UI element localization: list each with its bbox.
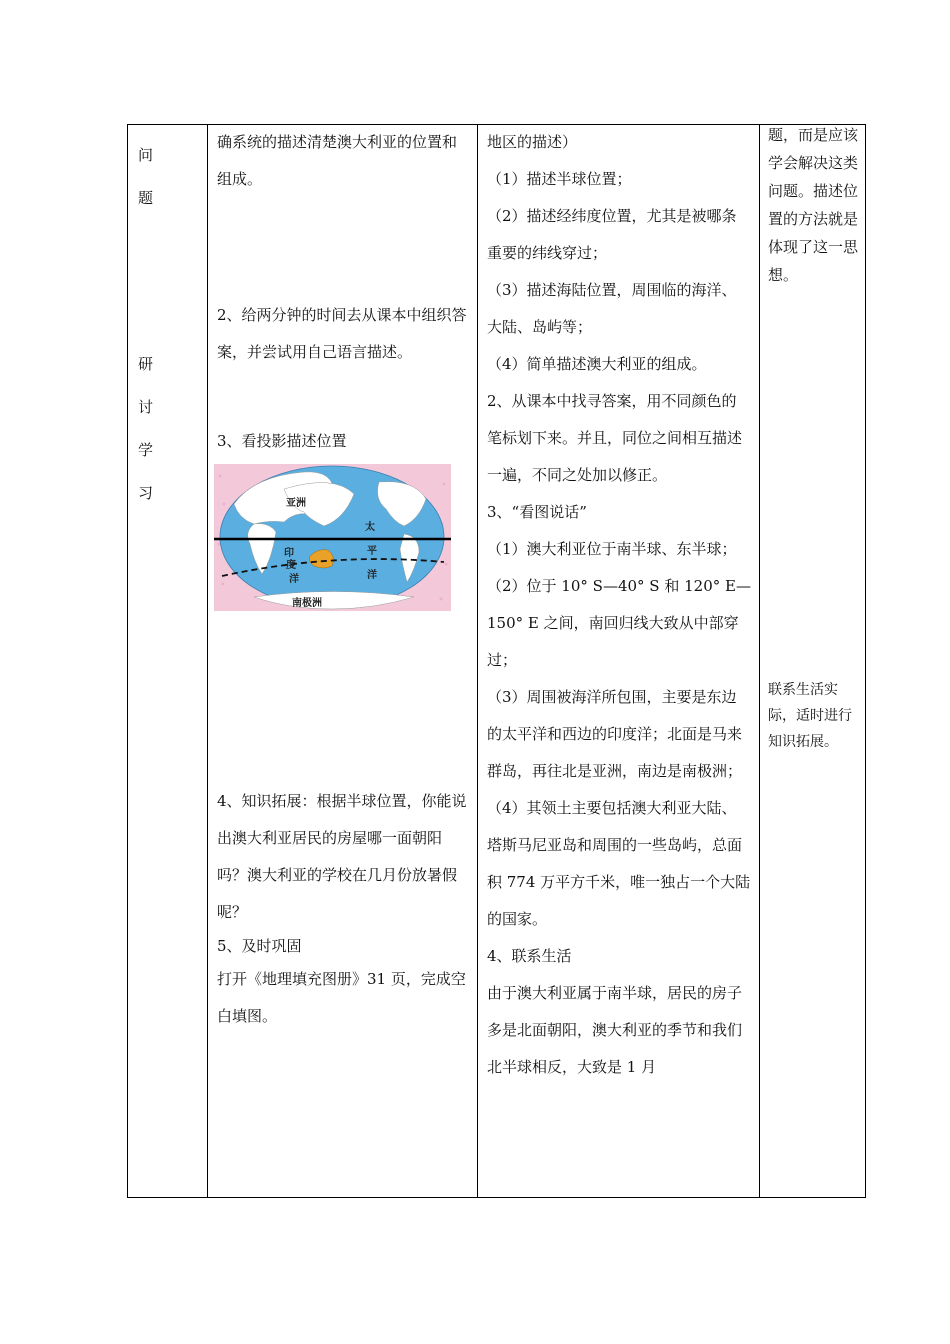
stage-label-study <box>138 343 153 515</box>
lesson-table <box>127 124 866 1198</box>
label-indian-3: 洋 <box>289 574 299 585</box>
teacher-text-2: 2、给两分钟的时间去从课本中组织答案，并尝试用自己语言描述。 <box>217 306 467 361</box>
student-line: 2、从课本中找寻答案，用不同颜色的笔标划下来。并且，同位之间相互描述一遍，不同之处加以修正。 <box>487 392 743 484</box>
student-line: （1）澳大利亚位于南半球、东半球； <box>487 540 737 558</box>
student-line: 4、联系生活 <box>487 947 572 965</box>
stage-label-problem <box>138 134 153 220</box>
student-text-block <box>487 125 751 1086</box>
student-line: （4）简单描述澳大利亚的组成。 <box>487 355 707 373</box>
teacher-text-5: 5、及时巩固 <box>217 937 302 955</box>
world-map-figure <box>214 464 451 611</box>
intent-column <box>759 125 867 1197</box>
student-column <box>477 125 759 1197</box>
stage-column <box>128 125 207 1197</box>
intent-text-2: 联系生活实际，适时进行知识拓展。 <box>768 682 852 750</box>
stage-char: 习 <box>138 484 154 502</box>
student-line: 地区的描述） <box>487 133 578 151</box>
student-line: （2）描述经纬度位置，尤其是被哪条重要的纬线穿过； <box>487 207 737 262</box>
student-line: （3）描述海陆位置，周围临的海洋、大陆、岛屿等； <box>487 281 737 336</box>
stage-char: 研 <box>138 355 154 373</box>
label-indian-1: 印 <box>284 548 294 559</box>
student-line: （1）描述半球位置； <box>487 170 632 188</box>
teacher-text-block <box>217 783 469 1035</box>
student-line: （4）其领土主要包括澳大利亚大陆、塔斯马尼亚岛和周围的一些岛屿，总面积 774 万平方千米，唯一独占一个大陆的国家。 <box>487 799 751 928</box>
teacher-text-1: 确系统的描述清楚澳大利亚的位置和组成。 <box>217 133 458 188</box>
label-asia: 亚洲 <box>286 498 306 509</box>
teacher-column <box>207 125 477 1197</box>
label-pacific-3: 洋 <box>367 570 377 581</box>
intent-text-1: 题，而是应该学会解决这类问题。描述位置的方法就是体现了这一思想。 <box>768 126 859 284</box>
label-pacific-1: 太 <box>365 522 375 533</box>
stage-char: 讨 <box>138 398 154 416</box>
teacher-text-4: 4、知识拓展：根据半球位置，你能说出澳大利亚居民的房屋哪一面朝阳吗？澳大利亚的学校在几月份放暑假呢？ <box>217 792 467 921</box>
label-pacific-2: 平 <box>367 546 377 557</box>
student-line: （3）周围被海洋所包围，主要是东边的太平洋和西边的印度洋；北面是马来群岛，再往北是亚洲，南边是南极洲； <box>487 688 743 780</box>
student-line: （2）位于 10° S—40° S 和 120° E—150° E 之间，南回归线大致从中部穿过； <box>487 577 751 669</box>
stage-char: 题 <box>138 189 154 207</box>
label-antarctica: 南极洲 <box>292 598 322 609</box>
stage-char: 问 <box>138 146 154 164</box>
teacher-text-6: 打开《地理填充图册》31 页，完成空白填图。 <box>217 970 466 1025</box>
stage-char: 学 <box>138 441 154 459</box>
teacher-text-3: 3、看投影描述位置 <box>217 432 347 450</box>
label-indian-2: 度 <box>286 560 296 571</box>
student-line: 由于澳大利亚属于南半球，居民的房子多是北面朝阳，澳大利亚的季节和我们北半球相反，大致是 1 月 <box>487 984 743 1076</box>
student-line: 3、“看图说话” <box>487 503 587 521</box>
